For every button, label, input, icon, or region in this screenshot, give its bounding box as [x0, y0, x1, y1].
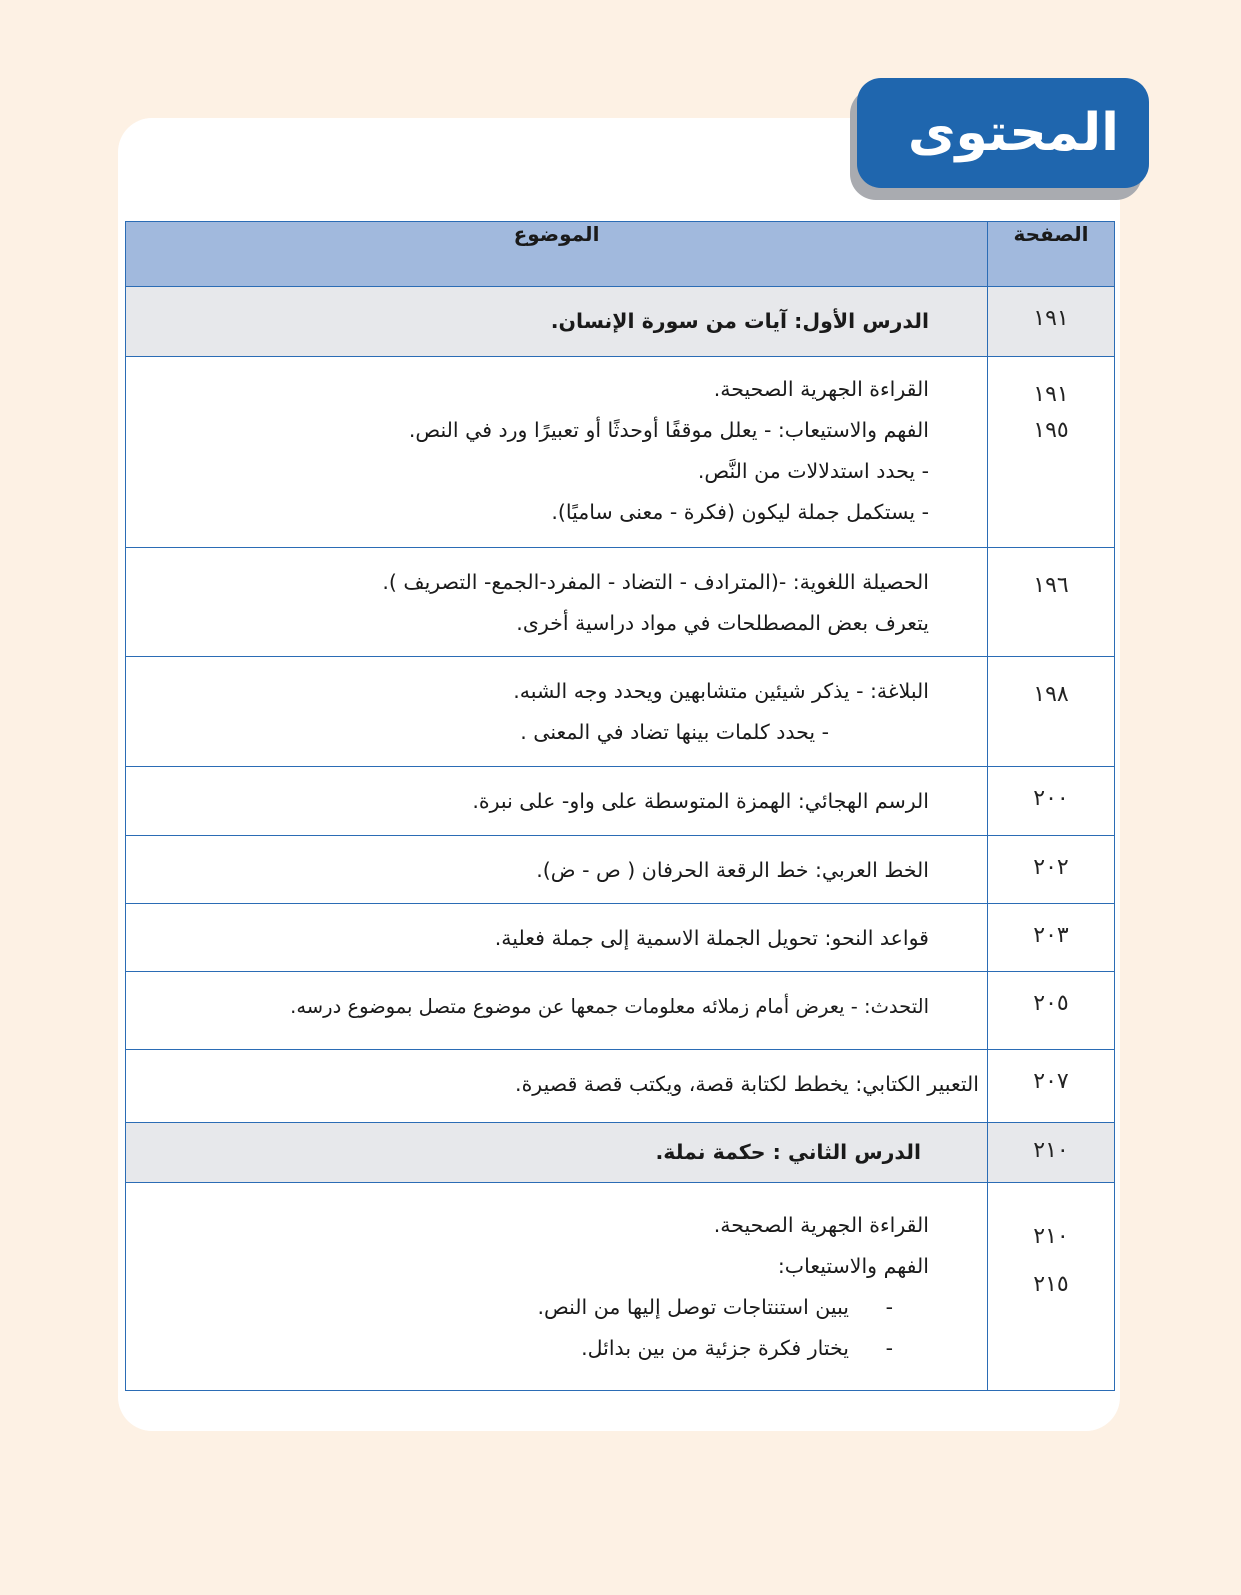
page-number: ٢٠٣: [1033, 923, 1069, 948]
topic-line: الرسم الهجائي: الهمزة المتوسطة على واو- على نبرة.: [472, 789, 929, 813]
page-cell: [988, 836, 1115, 904]
bullet-marker: -: [885, 1295, 893, 1319]
lesson-title: الدرس الثاني : حكمة نملة.: [655, 1140, 921, 1164]
topic-cell: [126, 836, 988, 904]
bullet-text: يبين استنتاجات توصل إليها من النص.: [537, 1295, 849, 1319]
topic-line: يتعرف بعض المصطلحات في مواد دراسية أخرى.: [516, 611, 929, 635]
bullet-marker: -: [885, 1336, 893, 1360]
page-cell: [988, 904, 1115, 972]
page-cell: [988, 767, 1115, 836]
topic-column-header: الموضوع: [126, 222, 988, 287]
page-number: ٢١٠: [1033, 1138, 1069, 1163]
page-cell: [988, 1050, 1115, 1123]
topic-cell: [126, 1123, 988, 1183]
table-row: [126, 548, 1115, 657]
page-cell: [988, 1123, 1115, 1183]
topic-line: القراءة الجهرية الصحيحة.: [713, 1213, 929, 1237]
table-row: [126, 1183, 1115, 1391]
page-number: ٢١٥: [1033, 1272, 1069, 1297]
topic-line: الفهم والاستيعاب: - يعلل موقفًا أوحدثًا أو تعبيرًا ورد في النص.: [408, 418, 929, 442]
page-cell: [988, 548, 1115, 657]
page-number: ١٩٦: [1033, 573, 1069, 598]
table-row: [126, 904, 1115, 972]
page-cell: [988, 287, 1115, 357]
table-row: [126, 767, 1115, 836]
topic-cell: [126, 1050, 988, 1123]
topic-line: البلاغة: - يذكر شيئين متشابهين ويحدد وجه الشبه.: [513, 679, 929, 703]
page-cell: [988, 1183, 1115, 1391]
table-row: [126, 657, 1115, 767]
page-number: ١٩٥: [1033, 418, 1069, 443]
topic-cell: [126, 972, 988, 1050]
table-row: [126, 836, 1115, 904]
page-cell: [988, 972, 1115, 1050]
title-banner: [857, 78, 1149, 188]
topic-line: التحدث: - يعرض أمام زملائه معلومات جمعها عن موضوع متصل بموضوع درسه.: [290, 995, 929, 1018]
page-number: ١٩١: [1033, 382, 1069, 407]
topic-cell: [126, 767, 988, 836]
bullet-text: يختار فكرة جزئية من بين بدائل.: [581, 1336, 849, 1360]
page-cell: [988, 657, 1115, 767]
page-cell: [988, 357, 1115, 548]
page-number: ١٩٨: [1033, 682, 1069, 707]
topic-line: - يحدد كلمات بينها تضاد في المعنى .: [520, 720, 829, 744]
topic-cell: [126, 1183, 988, 1391]
table-row: [126, 1050, 1115, 1123]
page-number: ٢٠٧: [1033, 1069, 1069, 1094]
topic-cell: [126, 657, 988, 767]
page-title: المحتوى: [907, 103, 1119, 163]
topic-line: - يستكمل جملة ليكون (فكرة - معنى ساميًا).: [551, 500, 929, 524]
page-column-header: الصفحة: [988, 222, 1115, 287]
table-row: [126, 357, 1115, 548]
topic-line: - يحدد استدلالات من النَّص.: [697, 459, 929, 483]
table-row: [126, 972, 1115, 1050]
lesson-title: الدرس الأول: آيات من سورة الإنسان.: [550, 309, 929, 333]
topic-line: الحصيلة اللغوية: -(المترادف - التضاد - المفرد-الجمع- التصريف ).: [382, 570, 929, 594]
topic-cell: [126, 904, 988, 972]
bullet-item: [134, 1287, 929, 1328]
topic-cell: [126, 287, 988, 357]
topic-line: التعبير الكتابي: يخطط لكتابة قصة، ويكتب قصة قصيرة.: [515, 1072, 979, 1096]
page-number: ٢١٠: [1033, 1224, 1069, 1249]
lesson-row: [126, 287, 1115, 357]
lesson-row: [126, 1123, 1115, 1183]
table-header-row: [126, 222, 1115, 287]
page-number: ٢٠٢: [1033, 855, 1069, 880]
topic-line: قواعد النحو: تحويل الجملة الاسمية إلى جملة فعلية.: [494, 926, 929, 950]
topic-cell: [126, 357, 988, 548]
topic-cell: [126, 548, 988, 657]
contents-table: [125, 221, 1115, 1391]
topic-line: الفهم والاستيعاب:: [777, 1254, 929, 1278]
topic-line: الخط العربي: خط الرقعة الحرفان ( ص - ض).: [536, 858, 929, 882]
page-number: ٢٠٥: [1033, 991, 1069, 1016]
page-number: ٢٠٠: [1033, 786, 1069, 811]
page-number: ١٩١: [1033, 306, 1069, 331]
topic-line: القراءة الجهرية الصحيحة.: [713, 377, 929, 401]
bullet-item: [134, 1328, 929, 1369]
